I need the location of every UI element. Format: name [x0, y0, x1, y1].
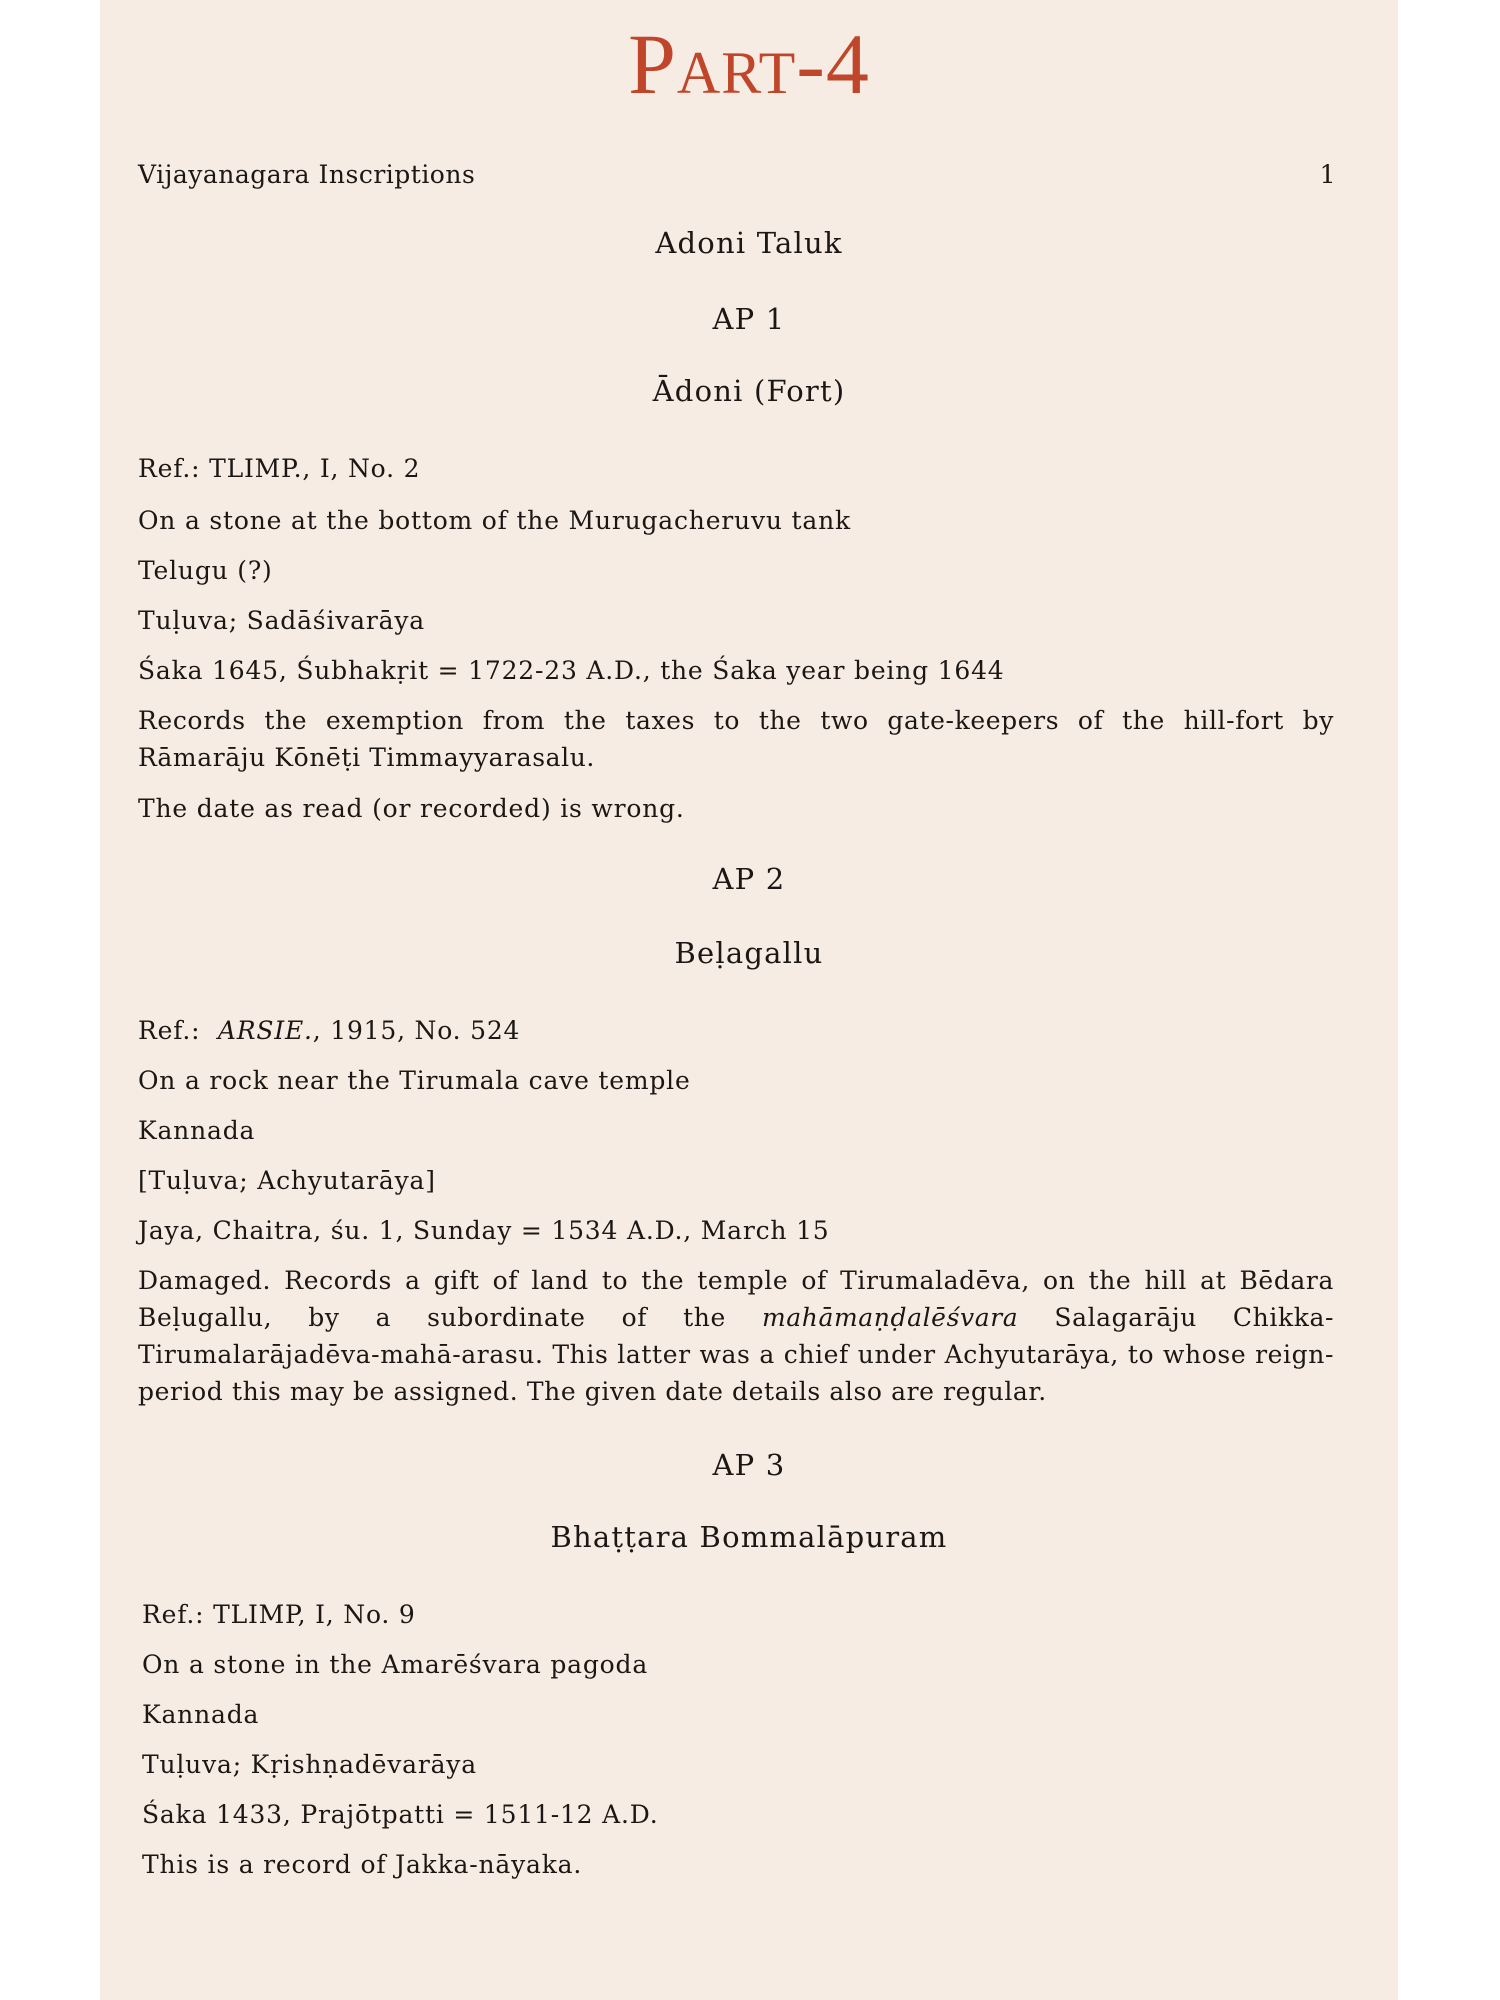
entry-2-ref-rest: , 1915, No. 524 [312, 1016, 521, 1045]
entry-3-location: On a stone in the Amarēśvara pagoda [142, 1650, 649, 1679]
page-number: 1 [1319, 160, 1336, 189]
entry-1-dynasty: Tuḷuva; Sadāśivarāya [138, 606, 425, 635]
entry-1-date: Śaka 1645, Śubhakṛit = 1722-23 A.D., the Śaka year being 1644 [138, 656, 1005, 685]
entry-3-description: This is a record of Jakka-nāyaka. [142, 1850, 583, 1879]
running-head-title: Vijayanagara Inscriptions [138, 160, 476, 189]
document-page [100, 0, 1398, 2000]
running-head [138, 160, 1336, 189]
part-title-text: Part-4 [628, 16, 870, 112]
entry-3-number: AP 3 [712, 1448, 786, 1482]
entry-3-ref: Ref.: TLIMP, I, No. 9 [142, 1600, 416, 1629]
entry-2-number: AP 2 [712, 862, 786, 896]
entry-1-ref: Ref.: TLIMP., I, No. 2 [138, 454, 421, 483]
entry-2-location: On a rock near the Tirumala cave temple [138, 1066, 691, 1095]
entry-1-language: Telugu (?) [138, 556, 273, 585]
entry-2-language: Kannada [138, 1116, 256, 1145]
entry-2-ref-source: ARSIE. [217, 1016, 313, 1045]
entry-2-description-part-1: Damaged. Records a gift of land to the temple of Tirumaladēva, on the hill at Bēdara Beḷugallu, by a subordinate of the [138, 1266, 1334, 1332]
entry-2-dynasty: [Tuḷuva; Achyutarāya] [138, 1166, 436, 1195]
entry-3-dynasty: Tuḷuva; Kṛishṇadēvarāya [142, 1750, 477, 1779]
entry-2-description [138, 1262, 1334, 1410]
entry-3-language: Kannada [142, 1700, 260, 1729]
entry-2-ref-prefix: Ref.: [138, 1016, 201, 1045]
entry-3-date: Śaka 1433, Prajōtpatti = 1511-12 A.D. [142, 1800, 659, 1829]
entry-1-place: Ādoni (Fort) [652, 374, 846, 408]
part-title [100, 14, 1398, 114]
entry-2-description-italic: mahāmaṇḍalēśvara [761, 1303, 1019, 1332]
entry-1-description: Records the exemption from the taxes to the two gate-keepers of the hill-fort by Rāmarāju Kōnēṭi Timmayyarasalu. [138, 706, 1334, 772]
entry-1-number: AP 1 [712, 302, 786, 336]
entry-2-date: Jaya, Chaitra, śu. 1, Sunday = 1534 A.D., March 15 [138, 1216, 830, 1245]
entry-3-place: Bhaṭṭara Bommalāpuram [550, 1520, 948, 1554]
entry-2-ref [138, 1016, 520, 1045]
entry-2-place: Beḷagallu [674, 936, 824, 970]
entry-2-description-part-2: Salagarāju Chikka-Tirumalarājadēva-mahā-arasu. This latter was a chief under Achyutarāya, to whose reign-period this may be assigned. The given date details also are regular. [138, 1303, 1335, 1406]
entry-1-note: The date as read (or recorded) is wrong. [138, 794, 685, 823]
entry-1-location: On a stone at the bottom of the Murugacheruvu tank [138, 506, 851, 535]
taluk-heading: Adoni Taluk [655, 226, 843, 260]
